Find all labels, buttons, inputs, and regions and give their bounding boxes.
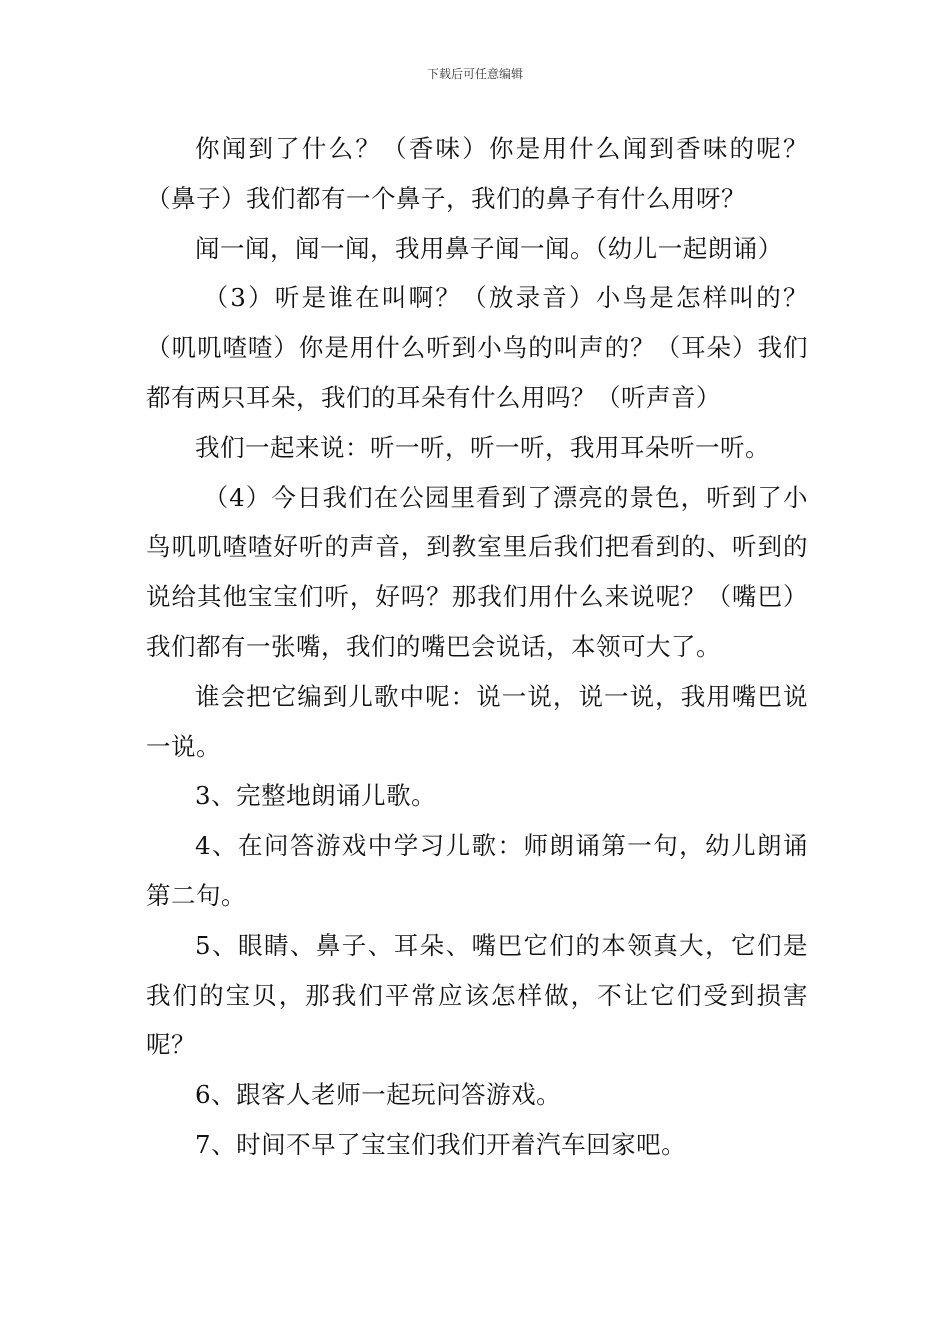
paragraph-step-3: 3、完整地朗诵儿歌。 (195, 781, 437, 811)
paragraph-listen: （3）听是谁在叫啊？（放录音）小鸟是怎样叫的？（叽叽喳喳）你是用什么听到小鸟的叫声的？（耳朵）我们都有两只耳朵，我们的耳朵有什么用吗？（听声音） (146, 283, 808, 412)
document-body (146, 124, 808, 1170)
paragraph-speak-rhyme: 谁会把它编到儿歌中呢：说一说，说一说，我用嘴巴说一说。 (146, 681, 808, 761)
paragraph-speak: （4）今日我们在公园里看到了漂亮的景色，听到了小鸟叽叽喳喳好听的声音，到教室里后我们把看到的、听到的说给其他宝宝们听，好吗？那我们用什么来说呢？（嘴巴）我们都有一张嘴，我们的嘴巴会说话，本领可大了。 (146, 482, 808, 661)
paragraph-smell: 你闻到了什么？（香味）你是用什么闻到香味的呢？（鼻子）我们都有一个鼻子，我们的鼻子有什么用呀？ (146, 134, 808, 213)
paragraph-step-6: 6、跟客人老师一起玩问答游戏。 (195, 1080, 562, 1110)
paragraph-smell-rhyme: 闻一闻，闻一闻，我用鼻子闻一闻。（幼儿一起朗诵） (195, 233, 783, 263)
paragraph-step-4: 4、在问答游戏中学习儿歌：师朗诵第一句，幼儿朗诵第二句。 (146, 831, 808, 910)
page-header-note: 下载后可任意编辑 (426, 67, 523, 81)
paragraph-step-5: 5、眼睛、鼻子、耳朵、嘴巴它们的本领真大，它们是我们的宝贝，那我们平常应该怎样做，不让它们受到损害呢？ (146, 930, 808, 1060)
paragraph-listen-rhyme: 我们一起来说：听一听，听一听，我用耳朵听一听。 (195, 432, 770, 462)
paragraph-step-7: 7、时间不早了宝宝们我们开着汽车回家吧。 (195, 1129, 687, 1159)
